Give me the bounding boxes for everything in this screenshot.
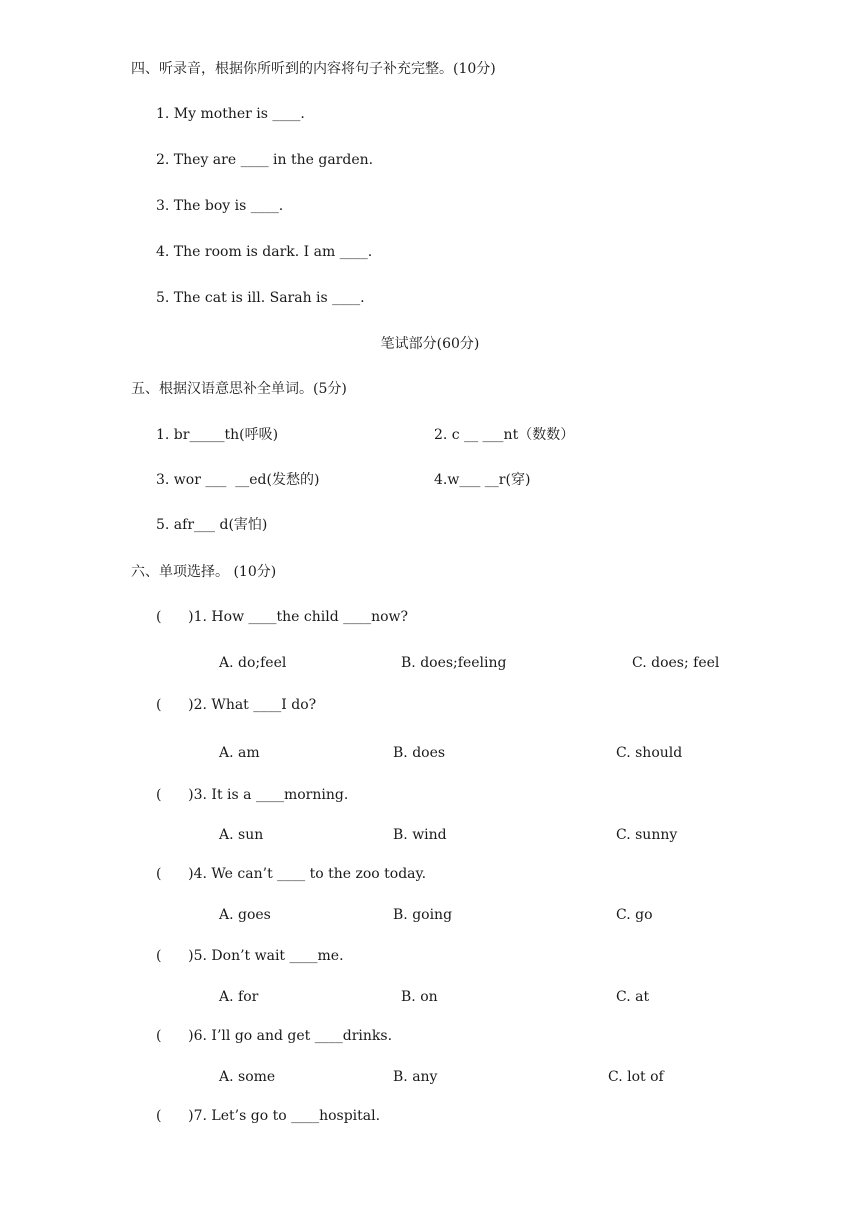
- question-5-stem: ( )5. Don’t wait ____me.: [156, 948, 344, 964]
- question-5-option-b: B. on: [401, 989, 438, 1005]
- question-2-option-c: C. should: [616, 745, 683, 761]
- section-4-item-2: 2. They are ____ in the garden.: [156, 152, 374, 168]
- question-5-option-c: C. at: [616, 989, 650, 1005]
- question-3-option-c: C. sunny: [616, 827, 678, 843]
- question-4-option-b: B. going: [393, 907, 453, 923]
- question-2-stem: ( )2. What ____I do?: [156, 697, 317, 713]
- question-4-option-a: A. goes: [219, 907, 271, 923]
- question-6-option-c: C. lot of: [608, 1069, 664, 1085]
- question-3-option-b: B. wind: [393, 827, 447, 843]
- section-5-item-4: 4.w___ __r(穿): [434, 472, 531, 488]
- section-4-item-5: 5. The cat is ill. Sarah is ____.: [156, 290, 365, 306]
- section-4-item-1: 1. My mother is ____.: [156, 106, 305, 122]
- question-1-option-c: C. does; feel: [632, 655, 720, 671]
- section-6-heading: 六、单项选择。 (10分): [131, 564, 277, 580]
- section-5-item-3: 3. wor ___ __ed(发愁的): [156, 472, 320, 488]
- question-6-stem: ( )6. I’ll go and get ____drinks.: [156, 1028, 393, 1044]
- question-6-option-a: A. some: [219, 1069, 276, 1085]
- section-5-heading: 五、根据汉语意思补全单词。(5分): [131, 381, 347, 397]
- section-4-heading: 四、听录音，根据你所听到的内容将句子补充完整。(10分): [131, 61, 496, 77]
- written-part-title: 笔试部分(60分): [380, 336, 480, 352]
- question-3-option-a: A. sun: [219, 827, 264, 843]
- question-6-option-b: B. any: [393, 1069, 438, 1085]
- question-1-option-a: A. do;feel: [219, 655, 287, 671]
- section-5-item-1: 1. br_____th(呼吸): [156, 427, 279, 443]
- question-4-stem: ( )4. We can’t ____ to the zoo today.: [156, 866, 427, 882]
- question-4-option-c: C. go: [616, 907, 653, 923]
- question-3-stem: ( )3. It is a ____morning.: [156, 787, 349, 803]
- question-5-option-a: A. for: [219, 989, 259, 1005]
- question-2-option-a: A. am: [219, 745, 260, 761]
- question-1-option-b: B. does;feeling: [401, 655, 507, 671]
- section-4-item-3: 3. The boy is ____.: [156, 198, 284, 214]
- section-5-item-2: 2. c __ ___nt（数数）: [434, 427, 575, 443]
- question-1-stem: ( )1. How ____the child ____now?: [156, 609, 409, 625]
- question-2-option-b: B. does: [393, 745, 446, 761]
- section-4-item-4: 4. The room is dark. I am ____.: [156, 244, 373, 260]
- question-7-stem: ( )7. Let’s go to ____hospital.: [156, 1108, 381, 1124]
- section-5-item-5: 5. afr___ d(害怕): [156, 517, 268, 533]
